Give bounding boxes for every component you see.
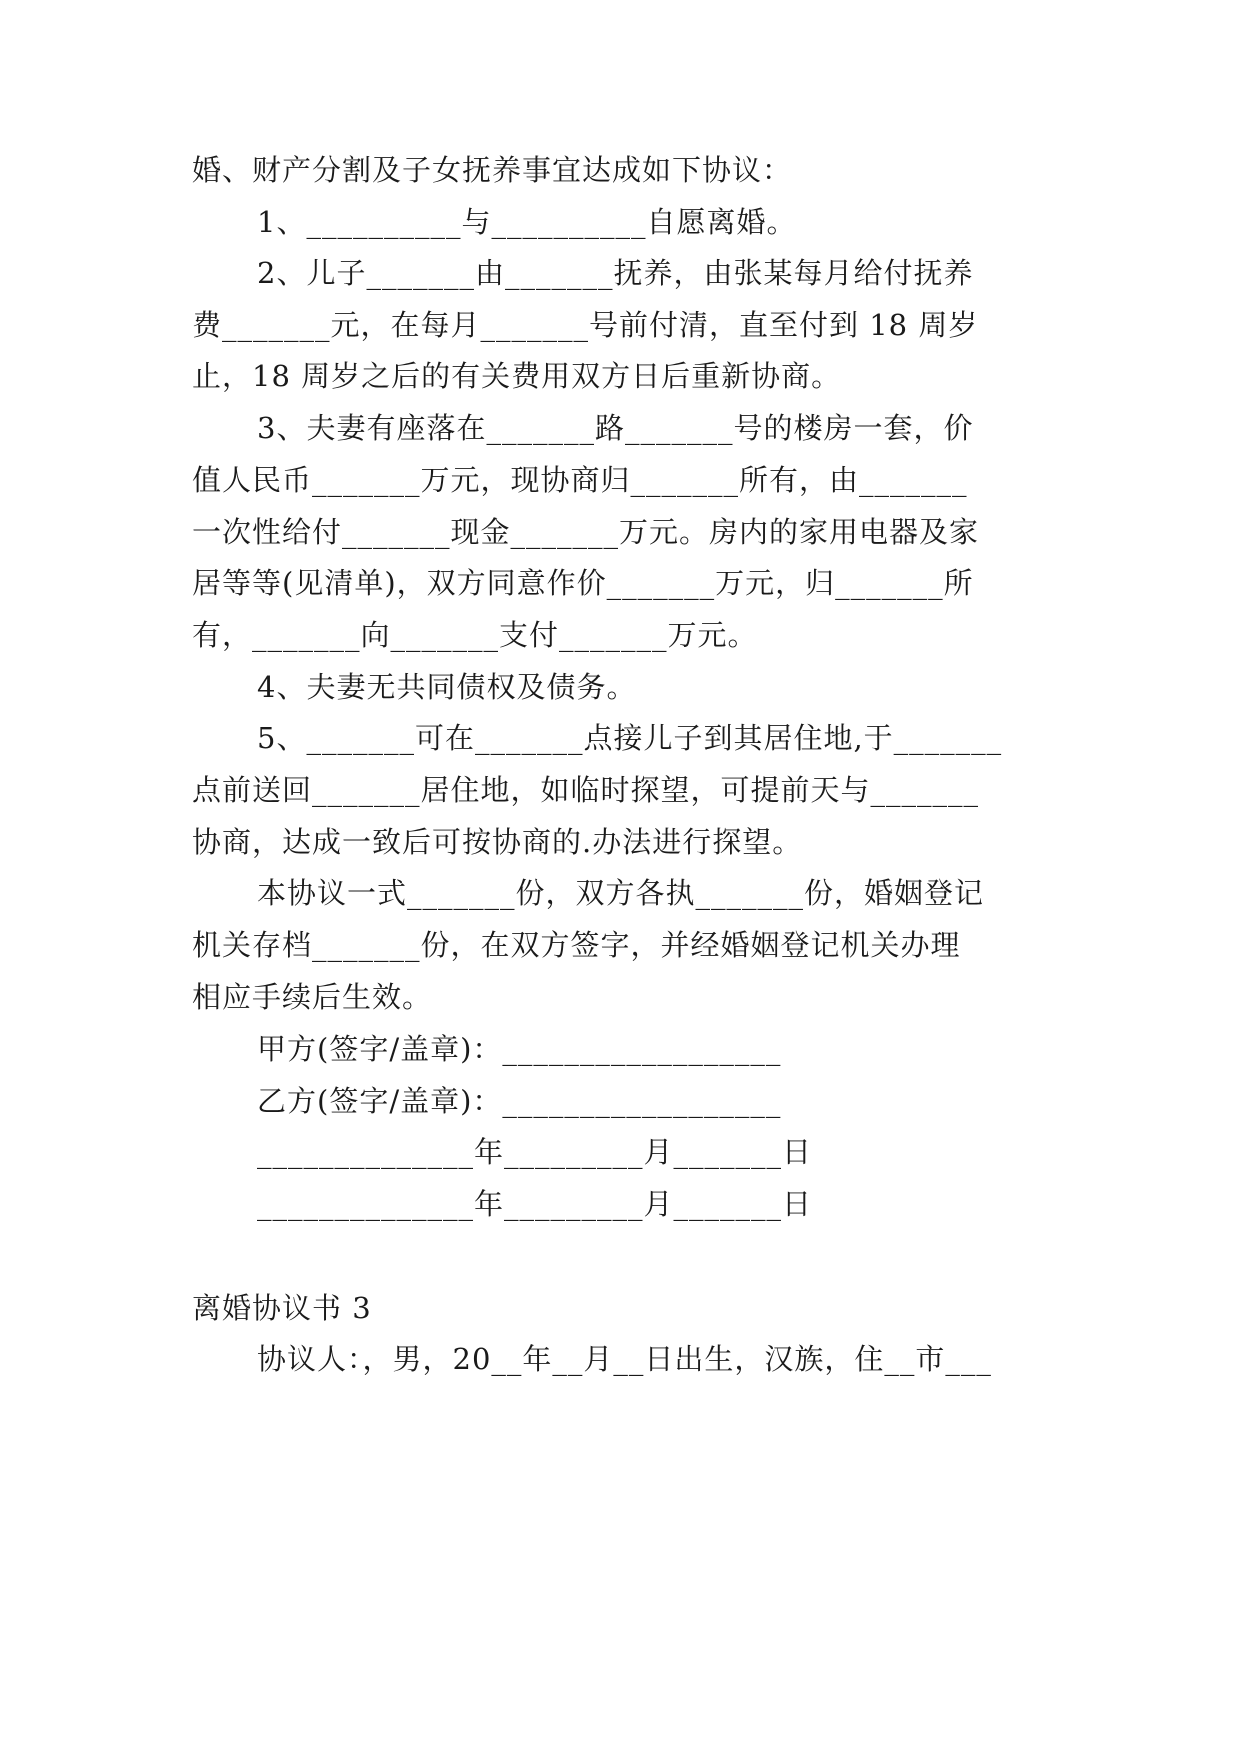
- clause-3-line-2: 值人民币_______万元，现协商归_______所有，由_______: [192, 463, 968, 497]
- clause-3-line-5: 有，_______向_______支付_______万元。: [192, 618, 758, 652]
- clause-2-line-3: 止，18 周岁之后的有关费用双方日后重新协商。: [192, 359, 842, 393]
- clause-3-line-1: 3、夫妻有座落在_______路_______号的楼房一套，价: [257, 411, 974, 445]
- copies-line-2: 机关存档_______份，在双方签字，并经婚姻登记机关办理: [192, 928, 961, 962]
- paragraph-line-intro: 婚、财产分割及子女抚养事宜达成如下协议：: [192, 153, 793, 187]
- date-line-1: ______________年_________月_______日: [257, 1135, 813, 1169]
- party-b-signature: 乙方(签字/盖章)：__________________: [257, 1084, 782, 1118]
- clause-3-line-3: 一次性给付_______现金_______万元。房内的家用电器及家: [192, 515, 980, 549]
- copies-line-3: 相应手续后生效。: [192, 980, 433, 1014]
- clause-5-line-3: 协商，达成一致后可按协商的.办法进行探望。: [192, 825, 803, 859]
- clause-5-line-2: 点前送回_______居住地，如临时探望，可提前天与_______: [192, 773, 980, 807]
- clause-2-line-1: 2、儿子_______由_______抚养，由张某每月给付抚养: [257, 256, 974, 290]
- clause-4: 4、夫妻无共同债权及债务。: [257, 670, 637, 704]
- clause-3-line-4: 居等等(见清单)，双方同意作价_______万元，归_______所: [192, 566, 974, 600]
- clause-5-line-1: 5、_______可在_______点接儿子到其居住地,于_______: [257, 721, 1003, 755]
- clause-2-line-2: 费_______元，在每月_______号前付清，直至付到 18 周岁: [192, 308, 979, 342]
- party-a-signature: 甲方(签字/盖章)：__________________: [257, 1032, 782, 1066]
- parties-line: 协议人：，男，20__年__月__日出生，汉族，住__市___: [257, 1342, 992, 1376]
- clause-1: 1、__________与__________自愿离婚。: [257, 205, 797, 239]
- copies-line-1: 本协议一式_______份，双方各执_______份，婚姻登记: [257, 876, 985, 910]
- date-line-2: ______________年_________月_______日: [257, 1187, 813, 1221]
- section-heading: 离婚协议书 3: [192, 1291, 372, 1325]
